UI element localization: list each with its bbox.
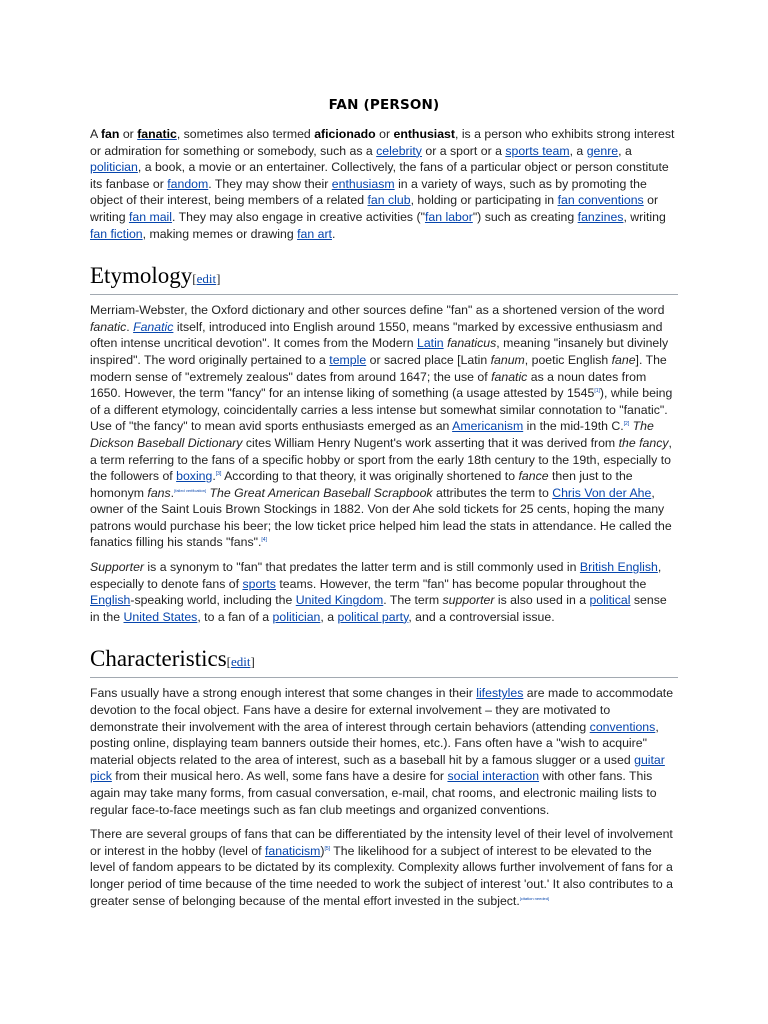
characteristics-paragraph-1: Fans usually have a strong enough interest that some changes in their lifestyles are made to accommodate devotion to the focal object. Fans have a desire for external involvement – they are motivated to demonstrate their involvement with the area of interest through certain behaviors (attending conventions, posting online, displaying team banners outside their homes, etc.). Fans often have a "wish to acquire" material objects related to the area of interest, such as a baseball hit by a famous slugger or a used guitar pick from their musical hero. As well, some fans have a desire for social interaction with other fans. This again may take many forms, from casual conversation, e-mail, chat rooms, and electronic mailing lists to regular face-to-face meetings such as fan club meetings and organized conventions. [90, 686, 674, 817]
link-lifestyles[interactable]: lifestyles [476, 686, 524, 701]
link-genre[interactable]: genre [586, 143, 619, 158]
page-title: FAN (PERSON) [328, 97, 440, 113]
ref-3[interactable]: [3] [215, 471, 222, 478]
link-fanzines[interactable]: fanzines [577, 209, 624, 224]
link-latin[interactable]: Latin [416, 336, 444, 351]
link-sports[interactable]: sports [242, 576, 276, 591]
link-fanatic-italic[interactable]: Fanatic [133, 319, 174, 334]
link-fan-fiction[interactable]: fan fiction [90, 226, 143, 241]
ref-4[interactable]: [4] [261, 537, 267, 544]
link-conventions[interactable]: conventions [589, 719, 656, 734]
etymology-paragraph-1: Merriam-Webster, the Oxford dictionary and other sources define "fan" as a shortened version of the word fanatic. Fanatic itself, introduced into English around 1550, means "marked by excessive enthusiasm and often intense uncritical devotion". It comes from the Modern Latin fanaticus, meaning "insanely but divinely inspired". The word originally pertained to a temple or sacred place [Latin fanum, poetic English fane]. The modern sense of "extremely zealous" dates from around 1647; the use of fanatic as a noun dates from 1650. However, the term "fancy" for an intense liking of something (a usage attested by 1545[1]), while being of a different etymology, coincidentally carries a less intense but somewhat similar connotation to "fanatic". Use of "the fancy" to mean avid sports enthusiasts emerged as an Americanism in the mid-19th C.[2] The Dickson Baseball Dictionary cites William Henry Nugent's work asserting that it was derived from the fancy, a term referring to the fans of a specific hobby or sport from the early 18th century to the 19th, especially to the followers of boxing.[3] According to that theory, it was originally shortened to fance then just to the homonym fans.[failed verification] The Great American Baseball Scrapbook attributes the term to Chris Von der Ahe, owner of the Saint Louis Brown Stockings in 1882. Von der Ahe sold tickets for 25 cents, hoping the many patrons would purchase his beer; the low ticket price helped him lead the stats in attendance. He called the fanatics filling his stands "fans".[4] [90, 303, 673, 550]
link-fan-art[interactable]: fan art [297, 226, 332, 241]
link-social-interaction[interactable]: social interaction [447, 769, 540, 784]
link-fanaticism[interactable]: fanaticism [265, 843, 321, 858]
link-fandom[interactable]: fandom [167, 176, 209, 191]
link-united-kingdom[interactable]: United Kingdom [295, 593, 384, 608]
link-political-party[interactable]: political party [337, 609, 409, 624]
edit-section-link-wrapper: [edit] [192, 271, 221, 287]
ref-citation-needed[interactable]: [citation needed] [519, 895, 550, 901]
link-british-english[interactable]: British English [579, 560, 658, 575]
etymology-paragraph-2: Supporter is a synonym to "fan" that predates the latter term and is still commonly used in British English, especially to denote fans of sports teams. However, the term "fan" has become popular throughout the English-speaking world, including the United Kingdom. The term supporter is also used in a political sense in the United States, to a fan of a politician, a political party, and a controversial issue. [90, 560, 667, 624]
edit-section-link-wrapper: [edit] [226, 654, 255, 670]
link-guitar-pick[interactable]: guitar pick [90, 752, 665, 784]
edit-section-link[interactable]: edit [231, 654, 251, 670]
edit-section-link[interactable]: edit [196, 271, 217, 287]
ref-5[interactable]: [5] [324, 845, 331, 852]
link-united-states[interactable]: United States [123, 609, 198, 624]
section-heading-characteristics [90, 645, 678, 678]
ref-2[interactable]: [2] [623, 421, 630, 428]
link-politician[interactable]: politician [90, 160, 138, 175]
link-english[interactable]: English [90, 593, 131, 608]
link-sports-team[interactable]: sports team [505, 143, 570, 158]
link-temple[interactable]: temple [329, 352, 367, 367]
link-boxing[interactable]: boxing [176, 469, 213, 484]
link-fanatic[interactable]: fanatic [137, 127, 177, 141]
link-fan-conventions[interactable]: fan conventions [557, 193, 644, 208]
link-enthusiasm[interactable]: enthusiasm [331, 176, 395, 191]
characteristics-paragraph-2: There are several groups of fans that can be differentiated by the intensity level of their level of involvement or interest in the hobby (level of fanaticism)[5] The likelihood for a subject of interest to be elevated to the level of fandom appears to be dictated by its complexity. Complexity allows further involvement of fans for a longer period of time because of the time needed to work the subject of interest 'out.' It also contributes to a greater sense of belonging because of the mental effort invested in the subject.[citation needed] [90, 827, 673, 908]
link-fan-club[interactable]: fan club [367, 193, 411, 208]
ref-failed-verification[interactable]: [failed verification] [174, 487, 207, 493]
link-fan-labor[interactable]: fan labor [424, 209, 473, 224]
link-political[interactable]: political [589, 593, 631, 608]
section-title: Characteristics [90, 646, 227, 672]
intro-paragraph: A fan or fanatic, sometimes also termed aficionado or enthusiast, is a person who exhibits strong interest or admiration for something or somebody, such as a celebrity or a sport or a sports team, a genre, a politician, a book, a movie or an entertainer. Collectively, the fans of a particular object or person constitute its fanbase or fandom. They may show their enthusiasm in a variety of ways, such as by promoting the object of their interest, being members of a related fan club, holding or participating in fan conventions or writing fan mail. They may also engage in creative activities ("fan labor") such as creating fanzines, writing fan fiction, making memes or drawing fan art. [90, 127, 675, 241]
article [90, 0, 678, 909]
link-celebrity[interactable]: celebrity [376, 143, 422, 158]
ref-1[interactable]: [1] [594, 388, 600, 395]
link-fan-mail[interactable]: fan mail [128, 209, 173, 224]
link-politician-2[interactable]: politician [272, 609, 321, 624]
section-title: Etymology [90, 263, 193, 289]
section-heading-etymology [90, 262, 678, 295]
link-americanism[interactable]: Americanism [452, 419, 524, 434]
link-chris-von-der-ahe[interactable]: Chris Von der Ahe [552, 485, 652, 500]
